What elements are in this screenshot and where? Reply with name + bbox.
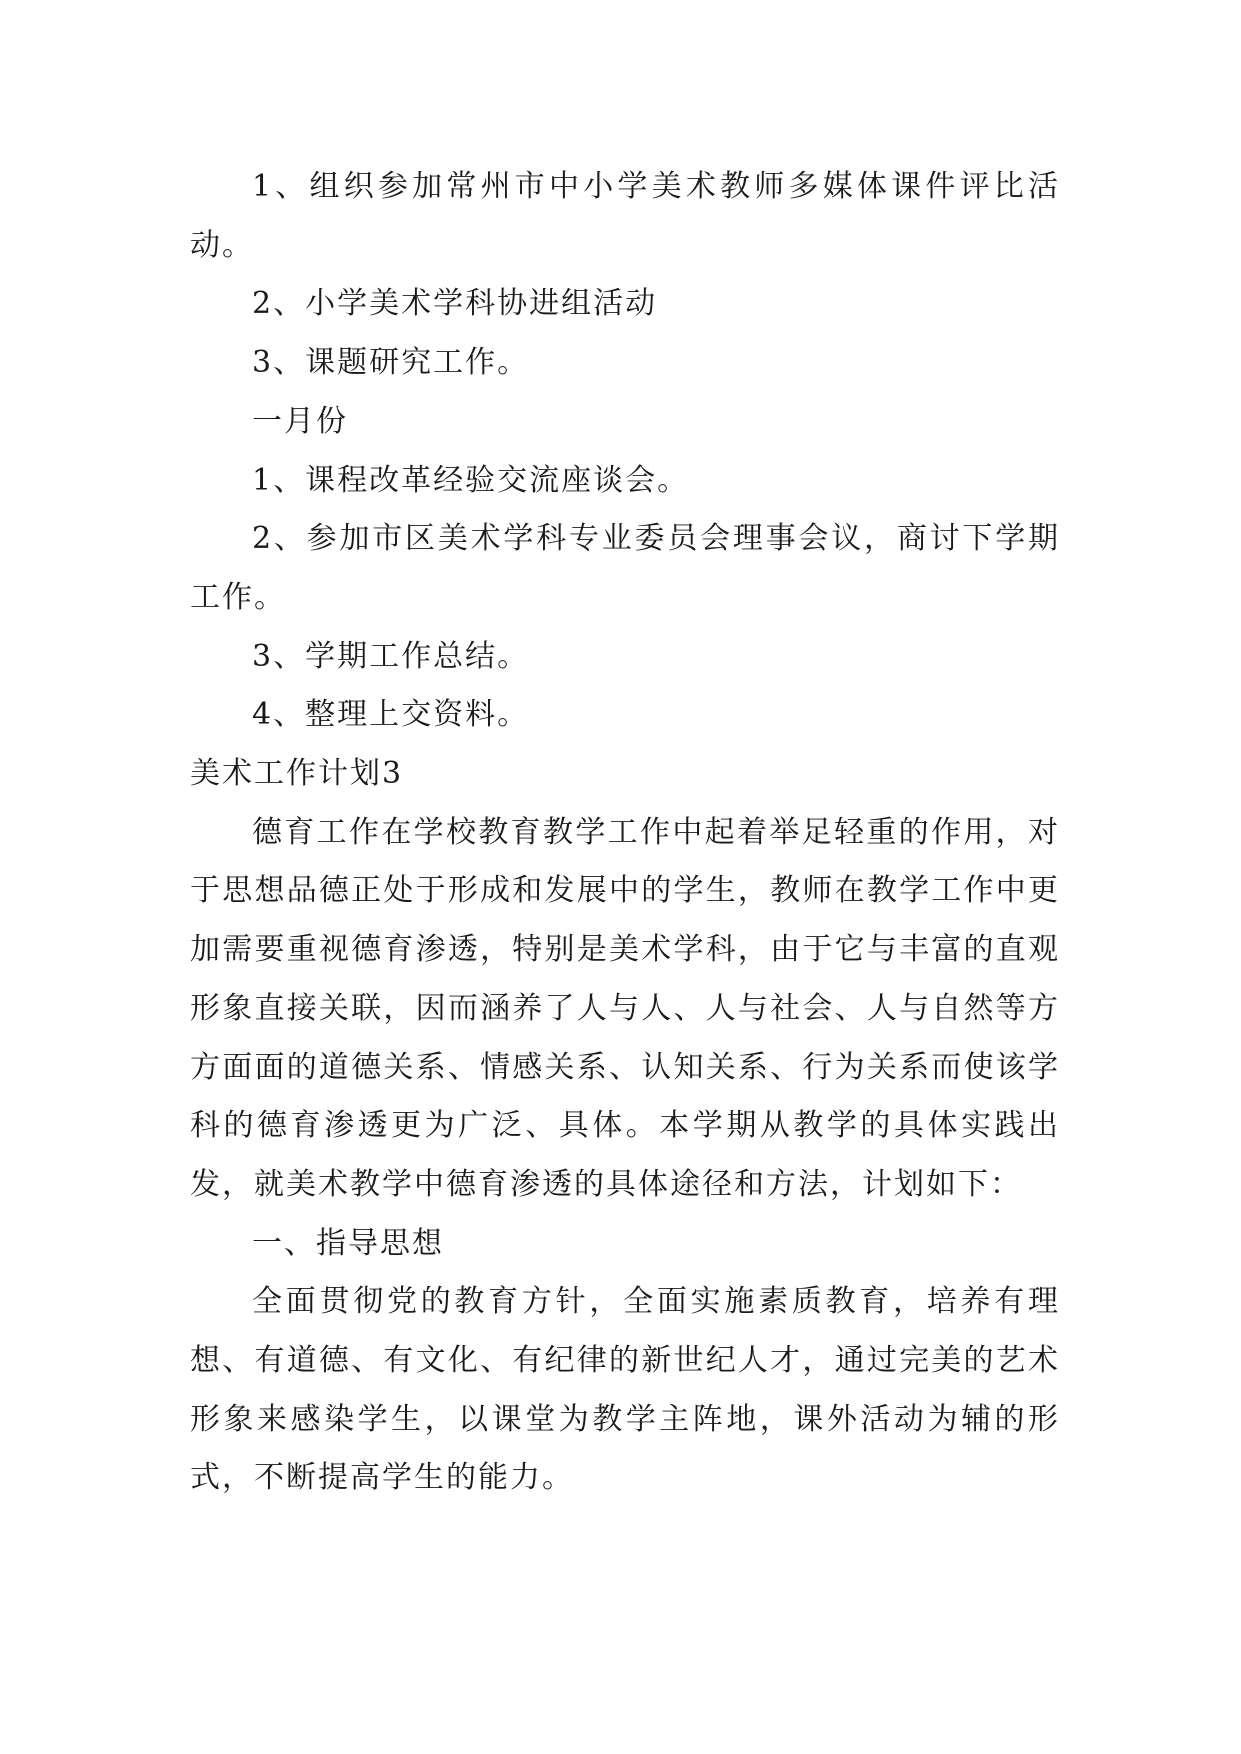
section-title: 美术工作计划3 xyxy=(190,756,404,792)
month-label: 一月份 xyxy=(252,403,348,439)
body-paragraph: 全面贯彻党的教育方针，全面实施素质教育，培养有理想、有道德、有文化、有纪律的新世纪人才，通过完美的艺术形象来感染学生，以课堂为教学主阵地，课外活动为辅的形式，不断提高学生的能力。 xyxy=(190,1284,1060,1496)
list-item: 1、组织参加常州市中小学美术教师多媒体课件评比活动。 xyxy=(190,169,1060,263)
list-item: 2、参加市区美术学科专业委员会理事会议，商讨下学期工作。 xyxy=(190,521,1060,615)
list-item: 2、小学美术学科协进组活动 xyxy=(252,286,658,322)
body-paragraph: 德育工作在学校教育教学工作中起着举足轻重的作用，对于思想品德正处于形成和发展中的学生，教师在教学工作中更加需要重视德育渗透，特别是美术学科，由于它与丰富的直观形象直接关联，因而涵养了人与人、人与社会、人与自然等方方面面的道德关系、情感关系、认知关系、行为关系而使该学科的德育渗透更为广泛、具体。本学期从教学的具体实践出发，就美术教学中德育渗透的具体途径和方法，计划如下： xyxy=(190,814,1060,1202)
subsection-title: 一、指导思想 xyxy=(252,1225,444,1261)
list-item: 1、课程改革经验交流座谈会。 xyxy=(252,462,690,498)
document-body xyxy=(190,158,1060,1508)
list-item: 3、学期工作总结。 xyxy=(252,638,530,674)
list-item: 4、整理上交资料。 xyxy=(252,697,530,733)
list-item: 3、课题研究工作。 xyxy=(252,345,530,381)
